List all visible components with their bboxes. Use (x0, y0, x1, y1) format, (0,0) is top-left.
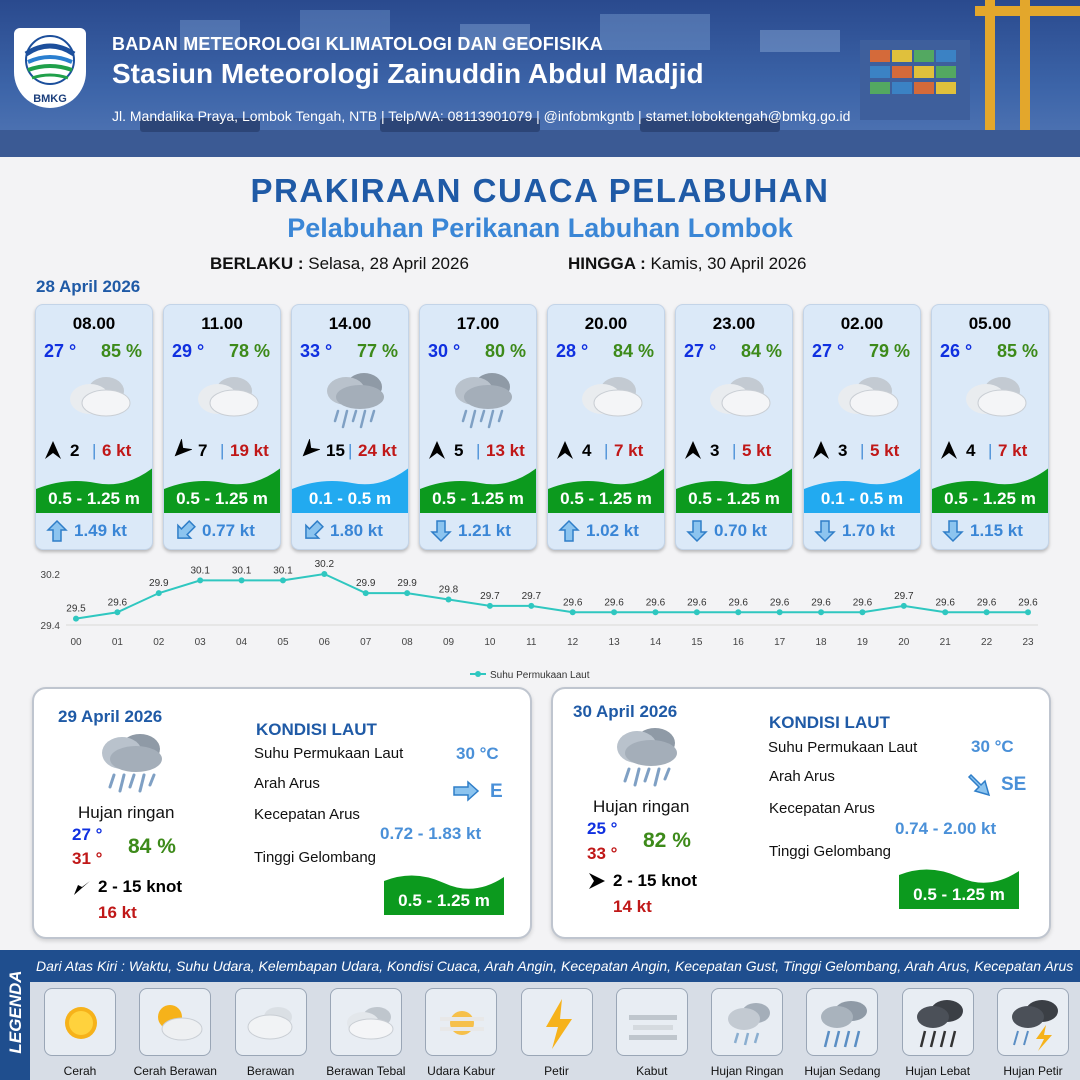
forecast-card (547, 304, 665, 550)
legend-icon-box (997, 988, 1069, 1056)
day-condition: Hujan ringan (78, 803, 175, 822)
legend-icon-box (902, 988, 974, 1056)
current-direction-icon (430, 519, 452, 543)
x-tick-label: 14 (649, 637, 662, 648)
x-tick-label: 00 (70, 637, 82, 648)
card-time: 11.00 (201, 314, 243, 333)
day-wind: 2 - 15 knot (613, 871, 698, 890)
legend-item-label: Berawan (246, 1064, 295, 1078)
card-wind-speed: 5 (454, 441, 464, 460)
legend-item-label: Kabut (636, 1064, 668, 1078)
sst-value: 30 °C (456, 744, 499, 763)
card-temperature: 27 ° (684, 341, 717, 361)
x-tick-label: 18 (815, 637, 827, 648)
card-gust: 24 kt (358, 441, 397, 460)
berawan-tebal-icon (700, 369, 772, 431)
legend-item-label: Hujan Ringan (710, 1064, 784, 1078)
x-tick-label: 19 (856, 637, 868, 648)
x-tick-label: 10 (484, 637, 496, 648)
legend-icon-box (616, 988, 688, 1056)
x-tick-label: 09 (442, 637, 455, 648)
x-tick-label: 13 (608, 637, 620, 648)
sst-data-label: 30.1 (190, 565, 210, 577)
legend-series-name: Suhu Permukaan Laut (490, 670, 590, 681)
current-direction-icon (558, 519, 580, 543)
valid-to (568, 254, 806, 274)
card-time: 08.00 (72, 314, 116, 333)
berawan-tebal-icon (956, 369, 1028, 431)
sst-data-label: 29.6 (728, 597, 748, 609)
day-gust: 16 kt (98, 903, 137, 922)
sst-data-label: 29.5 (66, 603, 86, 615)
legend-icon-box (139, 988, 211, 1056)
card-wind-speed: 4 (582, 441, 592, 460)
legend-icon-box (425, 988, 497, 1056)
sst-label: Suhu Permukaan Laut (768, 739, 918, 756)
sst-point (197, 577, 203, 583)
sst-point (777, 609, 783, 615)
card-gust: 13 kt (486, 441, 525, 460)
sst-point (280, 577, 286, 583)
current-dir-value: SE (1001, 774, 1027, 795)
card-current-speed: 1.70 kt (842, 521, 895, 540)
card-temperature: 27 ° (812, 341, 845, 361)
sst-point (363, 590, 369, 596)
sst-point (652, 609, 658, 615)
legend-item (235, 988, 307, 1056)
sst-point (528, 603, 534, 609)
sst-point (984, 609, 990, 615)
legend-item (139, 988, 211, 1056)
card-current-row (548, 517, 664, 545)
sst-line (76, 574, 1028, 619)
legend-item (711, 988, 783, 1056)
station-address: Jl. Mandalika Praya, Lombok Tengah, NTB | Telp/WA: 08113901079 | @infobmkgntb | stamet.loboktengah@bmkg.go.id (112, 108, 851, 124)
sst-point (818, 609, 824, 615)
sst-point (901, 603, 907, 609)
wind-direction-icon (170, 439, 192, 461)
hujan-lebat-icon (909, 995, 969, 1053)
legend-item (44, 988, 116, 1056)
card-current-row (420, 517, 536, 545)
card-temperature: 29 ° (172, 341, 205, 361)
legend-item (902, 988, 974, 1056)
card-wave-height: 0.5 - 1.25 m (560, 489, 652, 508)
sst-data-label: 29.9 (356, 578, 376, 590)
legend-icon-box (235, 988, 307, 1056)
berawan-tebal-icon (828, 369, 900, 431)
x-tick-label: 04 (236, 637, 248, 648)
card-current-speed: 1.15 kt (970, 521, 1023, 540)
card-current-speed: 1.80 kt (330, 521, 383, 540)
legend-item (521, 988, 593, 1056)
legend-item (806, 988, 878, 1056)
legend-item-label: Hujan Sedang (804, 1064, 881, 1078)
arrow-right-icon (452, 779, 480, 803)
udara-kabur-icon (432, 995, 492, 1053)
sst-point (570, 609, 576, 615)
card-humidity: 79 % (868, 341, 910, 361)
card-wind-separator: | (220, 441, 225, 460)
current-dir-label: Arah Arus (254, 775, 320, 792)
sst-point (404, 590, 410, 596)
logo-text: BMKG (33, 93, 67, 105)
card-time: 05.00 (968, 314, 1012, 333)
wind-direction-icon (554, 439, 576, 461)
legend-item-label: Berawan Tebal (326, 1064, 406, 1078)
legend-item-label: Hujan Petir (1003, 1064, 1063, 1078)
y-tick-label: 30.2 (40, 570, 60, 581)
card-humidity: 85 % (996, 341, 1038, 361)
x-tick-label: 17 (774, 637, 786, 648)
day-temp-max: 31 ° (72, 849, 103, 868)
card-time: 20.00 (584, 314, 628, 333)
day-wind: 2 - 15 knot (98, 877, 183, 896)
card-wave-height: 0.1 - 0.5 m (308, 489, 392, 508)
cerah-berawan-icon (146, 995, 206, 1053)
card-humidity: 80 % (484, 341, 526, 361)
sst-point (487, 603, 493, 609)
wind-direction-icon (42, 439, 64, 461)
x-tick-label: 20 (898, 637, 910, 648)
card-gust: 19 kt (230, 441, 269, 460)
x-tick-label: 07 (360, 637, 372, 648)
card-wave-height: 0.1 - 0.5 m (820, 489, 904, 508)
sst-data-label: 29.6 (811, 597, 831, 609)
legend-icon-box (521, 988, 593, 1056)
forecast-card (931, 304, 1049, 550)
card-gust: 7 kt (614, 441, 644, 460)
wind-direction-icon (810, 439, 832, 461)
sst-point (735, 609, 741, 615)
forecast-card (675, 304, 793, 550)
legend-item (330, 988, 402, 1056)
card-wind-speed: 4 (966, 441, 976, 460)
sst-point (239, 577, 245, 583)
card-wave-height: 0.5 - 1.25 m (688, 489, 780, 508)
legend-item (997, 988, 1069, 1056)
card-wave-height: 0.5 - 1.25 m (432, 489, 524, 508)
hujan-ringan-icon (607, 723, 687, 795)
sst-point (156, 590, 162, 596)
card-gust: 7 kt (998, 441, 1028, 460)
cerah-icon (51, 995, 111, 1053)
sst-value: 30 °C (971, 737, 1014, 756)
card-current-speed: 1.02 kt (586, 521, 639, 540)
current-dir-label: Arah Arus (769, 768, 835, 785)
valid-from (210, 254, 469, 274)
current-direction-icon (814, 519, 836, 543)
card-humidity: 78 % (228, 341, 270, 361)
legend-item-label: Petir (544, 1064, 569, 1078)
sst-point (114, 609, 120, 615)
current-speed-value: 0.72 - 1.83 kt (380, 824, 482, 843)
legend-item-label: Udara Kabur (427, 1064, 496, 1078)
sst-data-label: 29.7 (480, 590, 500, 602)
card-wind-speed: 3 (710, 441, 720, 460)
card-wind-row (164, 437, 280, 463)
x-tick-label: 03 (194, 637, 206, 648)
valid-from-label: BERLAKU : (210, 254, 304, 273)
x-tick-label: 21 (939, 637, 951, 648)
page-subtitle: Pelabuhan Perikanan Labuhan Lombok (287, 213, 793, 243)
card-time: 14.00 (328, 314, 372, 333)
day-date: 29 April 2026 (58, 707, 163, 726)
valid-to-label: HINGGA : (568, 254, 646, 273)
sst-line-chart (30, 558, 1050, 686)
current-direction-icon (942, 519, 964, 543)
sst-data-label: 29.8 (438, 584, 459, 596)
card-gust: 6 kt (102, 441, 132, 460)
legend-item-label: Hujan Lebat (905, 1064, 971, 1078)
sst-point (694, 609, 700, 615)
card-time: 02.00 (840, 314, 884, 333)
x-tick-label: 06 (318, 637, 330, 648)
berawan-tebal-icon (572, 369, 644, 431)
wind-direction-icon (298, 439, 320, 461)
card-current-speed: 1.21 kt (458, 521, 511, 540)
card-wind-separator: | (732, 441, 737, 460)
sst-data-label: 29.6 (1018, 597, 1038, 609)
wave-height-label: Tinggi Gelombang (254, 849, 377, 866)
forecast-card (419, 304, 537, 550)
current-direction-icon (174, 519, 196, 543)
wind-direction-icon (72, 877, 92, 897)
card-current-row (804, 517, 920, 545)
berawan-tebal-icon (188, 369, 260, 431)
card-wind-separator: | (348, 441, 353, 460)
sst-data-label: 29.6 (604, 597, 624, 609)
sst-data-label: 29.6 (562, 597, 583, 609)
card-wind-row (548, 437, 664, 463)
sst-point (942, 609, 948, 615)
berawan-icon (242, 995, 302, 1053)
legend-description: Dari Atas Kiri : Waktu, Suhu Udara, Kelembapan Udara, Kondisi Cuaca, Arah Angin, Kecepatan Angin, Kecepatan Gust, Tinggi Gelombang, Arah Arus, Kecepatan Arus (36, 958, 1074, 974)
card-current-row (292, 517, 408, 545)
legend-side-label (0, 950, 30, 1080)
sea-condition-title: KONDISI LAUT (256, 720, 377, 739)
card-wind-row (676, 437, 792, 463)
sst-data-label: 29.6 (935, 597, 955, 609)
forecast-card (803, 304, 921, 550)
legend-icon-box (806, 988, 878, 1056)
forecast-card (291, 304, 409, 550)
legend-item (616, 988, 688, 1056)
x-tick-label: 15 (691, 637, 703, 648)
card-time: 17.00 (456, 314, 500, 333)
sst-data-label: 29.6 (687, 597, 707, 609)
x-tick-label: 02 (153, 637, 165, 648)
card-gust: 5 kt (870, 441, 900, 460)
sst-data-label: 29.6 (852, 597, 873, 609)
x-tick-label: 12 (567, 637, 579, 648)
forecast-card (35, 304, 153, 550)
current-dir-value: E (490, 781, 503, 802)
card-humidity: 84 % (740, 341, 782, 361)
day-temp-max: 33 ° (587, 844, 618, 863)
card-current-row (36, 517, 152, 545)
card-wave-height: 0.5 - 1.25 m (176, 489, 268, 508)
card-gust: 5 kt (742, 441, 772, 460)
x-tick-label: 05 (277, 637, 289, 648)
hujan-ringan-icon (444, 369, 516, 431)
sst-data-label: 30.2 (314, 559, 335, 570)
legend-icon-box (330, 988, 402, 1056)
forecast-card (163, 304, 281, 550)
wave-height-value: 0.5 - 1.25 m (398, 891, 490, 910)
card-temperature: 30 ° (428, 341, 461, 361)
hujan-petir-icon (1004, 995, 1064, 1053)
day-gust: 14 kt (613, 897, 652, 916)
current-speed-value: 0.74 - 2.00 kt (895, 819, 997, 838)
card-humidity: 77 % (356, 341, 398, 361)
x-tick-label: 08 (401, 637, 413, 648)
current-speed-label: Kecepatan Arus (254, 806, 360, 823)
sst-data-label: 29.6 (645, 597, 666, 609)
legend-description-bar (30, 950, 1080, 982)
sst-data-label: 29.6 (769, 597, 790, 609)
card-wind-separator: | (476, 441, 481, 460)
sst-data-label: 30.1 (273, 565, 293, 577)
x-tick-label: 22 (981, 637, 993, 648)
day-humidity: 82 % (643, 829, 691, 852)
legend-item-label: Cerah (63, 1064, 97, 1078)
hujan-sedang-icon (813, 995, 873, 1053)
sst-point (1025, 609, 1031, 615)
bmkg-logo (14, 28, 86, 108)
hujan-ringan-icon (92, 729, 172, 801)
card-wave-height: 0.5 - 1.25 m (48, 489, 140, 508)
current-direction-icon (46, 519, 68, 543)
valid-from-value: Selasa, 28 April 2026 (308, 254, 469, 273)
card-wind-row (36, 437, 152, 463)
wave-height-label: Tinggi Gelombang (769, 843, 892, 860)
card-wind-speed: 15 (326, 441, 345, 460)
day-condition: Hujan ringan (593, 797, 690, 816)
berawan-tebal-icon (60, 369, 132, 431)
x-tick-label: 16 (732, 637, 744, 648)
valid-to-value: Kamis, 30 April 2026 (650, 254, 807, 273)
x-tick-label: 01 (111, 637, 123, 648)
card-wind-speed: 2 (70, 441, 80, 460)
sst-data-label: 29.6 (107, 597, 128, 609)
wind-direction-icon (938, 439, 960, 461)
petir-icon (528, 995, 588, 1053)
card-current-row (676, 517, 792, 545)
sst-point (321, 571, 327, 577)
card-wind-speed: 7 (198, 441, 208, 460)
card-humidity: 84 % (612, 341, 654, 361)
card-wind-separator: | (860, 441, 865, 460)
sst-label: Suhu Permukaan Laut (254, 745, 404, 762)
day-panel-29 (32, 687, 532, 939)
wind-direction-icon (426, 439, 448, 461)
card-wind-speed: 3 (838, 441, 848, 460)
sst-point (611, 609, 617, 615)
wind-direction-icon (682, 439, 704, 461)
card-current-row (164, 517, 280, 545)
sst-data-label: 29.7 (894, 590, 914, 602)
sst-data-label: 29.9 (397, 578, 417, 590)
card-temperature: 33 ° (300, 341, 333, 361)
day-panel-30 (551, 687, 1051, 939)
card-wind-separator: | (604, 441, 609, 460)
legend-item-label: Cerah Berawan (133, 1064, 217, 1078)
current-speed-label: Kecepatan Arus (769, 800, 875, 817)
card-current-speed: 1.49 kt (74, 521, 127, 540)
legend-marker (475, 671, 481, 677)
day-humidity: 84 % (128, 835, 176, 858)
card-temperature: 26 ° (940, 341, 973, 361)
x-tick-label: 23 (1022, 637, 1034, 648)
berawan-tebal-icon (337, 995, 397, 1053)
card-wave-height: 0.5 - 1.25 m (944, 489, 1036, 508)
card-time: 23.00 (712, 314, 756, 333)
org-name: BADAN METEOROLOGI KLIMATOLOGI DAN GEOFISIKA (112, 34, 603, 54)
day-temp-min: 25 ° (587, 819, 618, 838)
card-current-speed: 0.77 kt (202, 521, 255, 540)
legend-icon-box (44, 988, 116, 1056)
card-humidity: 85 % (100, 341, 142, 361)
current-direction-icon (302, 519, 324, 543)
card-temperature: 27 ° (44, 341, 77, 361)
legend-item (425, 988, 497, 1056)
card-wind-separator: | (988, 441, 993, 460)
sst-data-label: 29.6 (976, 597, 997, 609)
card-current-speed: 0.70 kt (714, 521, 767, 540)
kabut-icon (623, 995, 683, 1053)
day1-date: 28 April 2026 (36, 277, 141, 296)
sst-data-label: 30.1 (231, 565, 252, 577)
sea-condition-title: KONDISI LAUT (769, 713, 890, 732)
hujan-ringan-icon (316, 369, 388, 431)
sst-point (859, 609, 865, 615)
station-name: Stasiun Meteorologi Zainuddin Abdul Madjid (112, 58, 704, 89)
day-temp-min: 27 ° (72, 825, 103, 844)
card-wind-separator: | (92, 441, 97, 460)
card-wind-row (420, 437, 536, 463)
sst-data-label: 29.9 (149, 578, 169, 590)
sst-data-label: 29.7 (521, 590, 542, 602)
current-direction-icon (686, 519, 708, 543)
header-banner (0, 0, 1080, 157)
card-wind-row (292, 437, 408, 463)
card-current-row (932, 517, 1048, 545)
hujan-ringan-icon (718, 995, 778, 1053)
card-wind-row (932, 437, 1048, 463)
sst-point (446, 597, 452, 603)
card-temperature: 28 ° (556, 341, 589, 361)
day-date: 30 April 2026 (573, 702, 678, 721)
card-wind-row (804, 437, 920, 463)
sst-point (73, 616, 79, 622)
legend-title: LEGENDA (6, 970, 25, 1054)
wave-height-value: 0.5 - 1.25 m (913, 885, 1005, 904)
wind-direction-icon (587, 871, 607, 891)
arrow-down-right-icon (967, 773, 995, 797)
y-tick-label: 29.4 (40, 621, 60, 632)
legend-icon-box (711, 988, 783, 1056)
x-tick-label: 11 (526, 637, 537, 648)
page-title: PRAKIRAAN CUACA PELABUHAN (250, 172, 830, 209)
